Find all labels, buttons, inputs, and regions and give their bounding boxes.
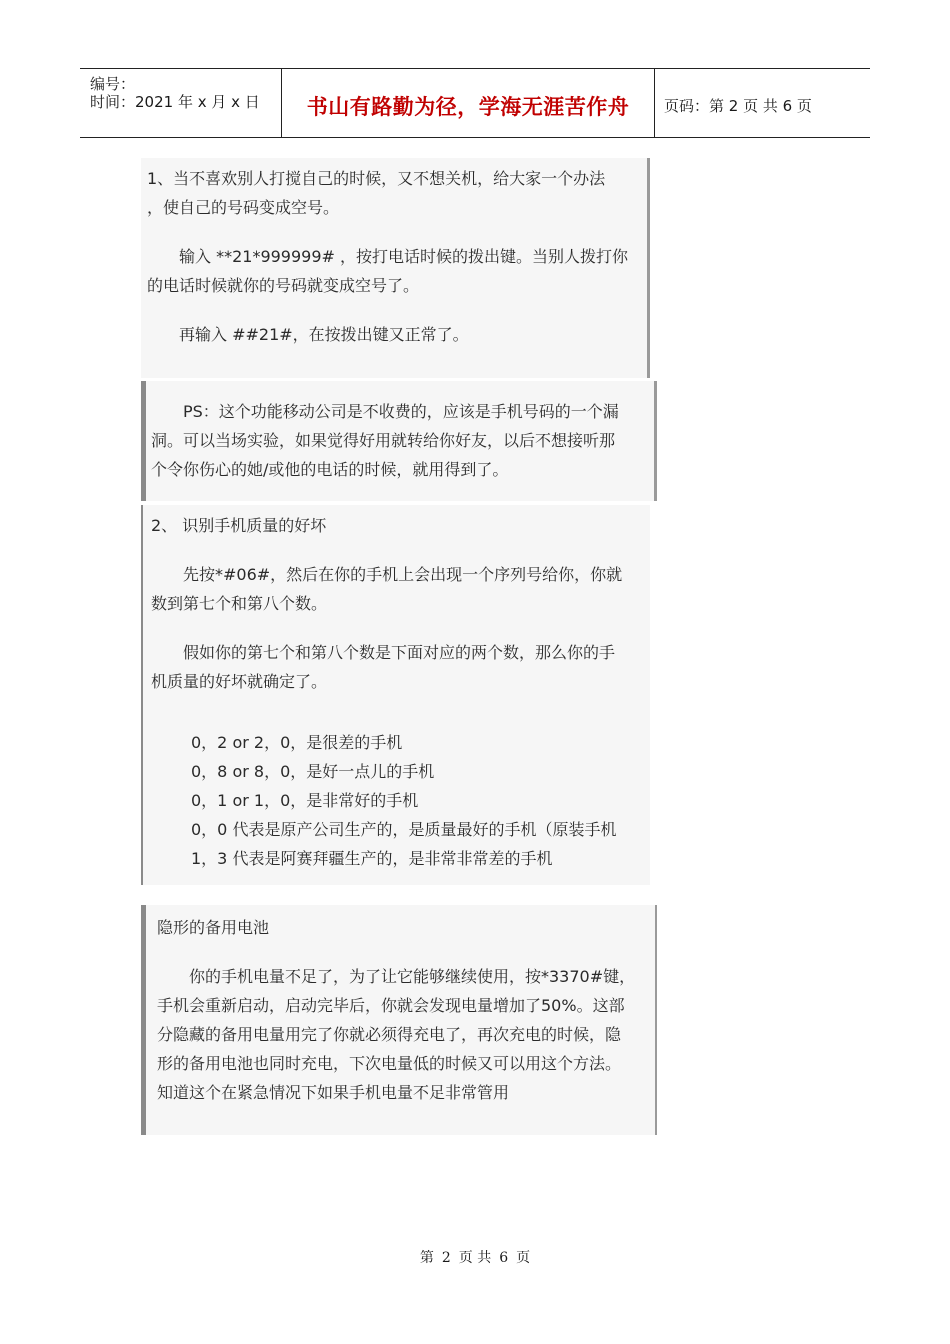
tip-paragraph: 再输入 ##21#，在按拨出键又正常了。 [179,325,469,344]
tip-paragraph: 机质量的好坏就确定了。 [151,672,328,691]
footer-mid: 页 共 [458,1250,492,1266]
block-divider [141,905,146,1135]
motto-text: 书山有路勤为径，学海无涯苦作舟 [306,95,630,119]
ps-note-line: 个令你伤心的她/或他的电话的时候，就用得到了。 [151,460,509,479]
quality-code-item: 0，2 or 2，0，是很差的手机 [191,733,403,752]
tip-paragraph: 你的手机电量不足了，为了让它能够继续使用，按*3370#键， [189,967,636,986]
ps-note-line: 洞。可以当场实验，如果觉得好用就转给你好友，以后不想接听那 [151,431,616,450]
quality-code-item: 0，1 or 1，0，是非常好的手机 [191,791,419,810]
quality-code-item: 0，8 or 8，0，是好一点儿的手机 [191,762,435,781]
tip-paragraph: 知道这个在紧急情况下如果手机电量不足非常管用 [157,1083,510,1102]
page-footer [0,1247,950,1267]
document-number-label: 编号： [90,75,136,93]
tip-paragraph: 分隐藏的备用电量用完了你就必须得充电了，再次充电的时候，隐 [157,1025,622,1044]
tip-intro-line: ，使自己的号码变成空号。 [147,198,340,217]
footer-total-pages: 6 [499,1250,509,1266]
footer-page-number: 2 [441,1250,451,1266]
tip-paragraph: 手机会重新启动，启动完毕后，你就会发现电量增加了50%。这部 [157,996,625,1015]
document-time-label: 时间：2021 年 x 月 x 日 [90,93,260,111]
block-divider [141,381,146,501]
tip-block-hidden-battery [141,905,657,1135]
quality-code-list [151,728,640,873]
tip-block-phone-quality [141,505,650,885]
document-header [80,68,870,138]
quality-code-item: 0，0 代表是原产公司生产的，是质量最好的手机（原装手机 [191,820,617,839]
ps-note-line: PS：这个功能移动公司是不收费的，应该是手机号码的一个漏 [183,402,619,421]
quality-code-item: 1，3 代表是阿赛拜疆生产的，是非常非常差的手机 [191,849,553,868]
tip-paragraph: 的电话时候就你的号码就变成空号了。 [147,276,420,295]
tip-intro-line: 1、当不喜欢别人打搅自己的时候，又不想关机，给大家一个办法 [147,169,606,188]
header-motto-cell [282,69,655,137]
tip-paragraph: 先按*#06#，然后在你的手机上会出现一个序列号给你，你就 [183,565,623,584]
block-divider [647,158,650,378]
tip-paragraph: 形的备用电池也同时充电，下次电量低的时候又可以用这个方法。 [157,1054,622,1073]
block-divider [141,505,143,885]
footer-prefix: 第 [419,1250,434,1266]
header-info-cell [80,69,282,137]
tip-block-empty-number [141,158,650,378]
tip-paragraph: 数到第七个和第八个数。 [151,594,328,613]
block-divider [654,381,657,501]
section-title: 2、 识别手机质量的好坏 [151,516,327,535]
header-page-label: 页码：第 2 页 共 6 页 [664,97,812,115]
header-page-cell [655,69,870,137]
ps-note-block [141,381,657,501]
section-title: 隐形的备用电池 [157,918,270,937]
block-divider [655,905,657,1135]
tip-paragraph: 假如你的第七个和第八个数是下面对应的两个数，那么你的手 [183,643,616,662]
tip-paragraph: 输入 **21*999999# ，按打电话时候的拨出键。当别人拨打你 [179,247,629,266]
footer-suffix: 页 [516,1250,531,1266]
